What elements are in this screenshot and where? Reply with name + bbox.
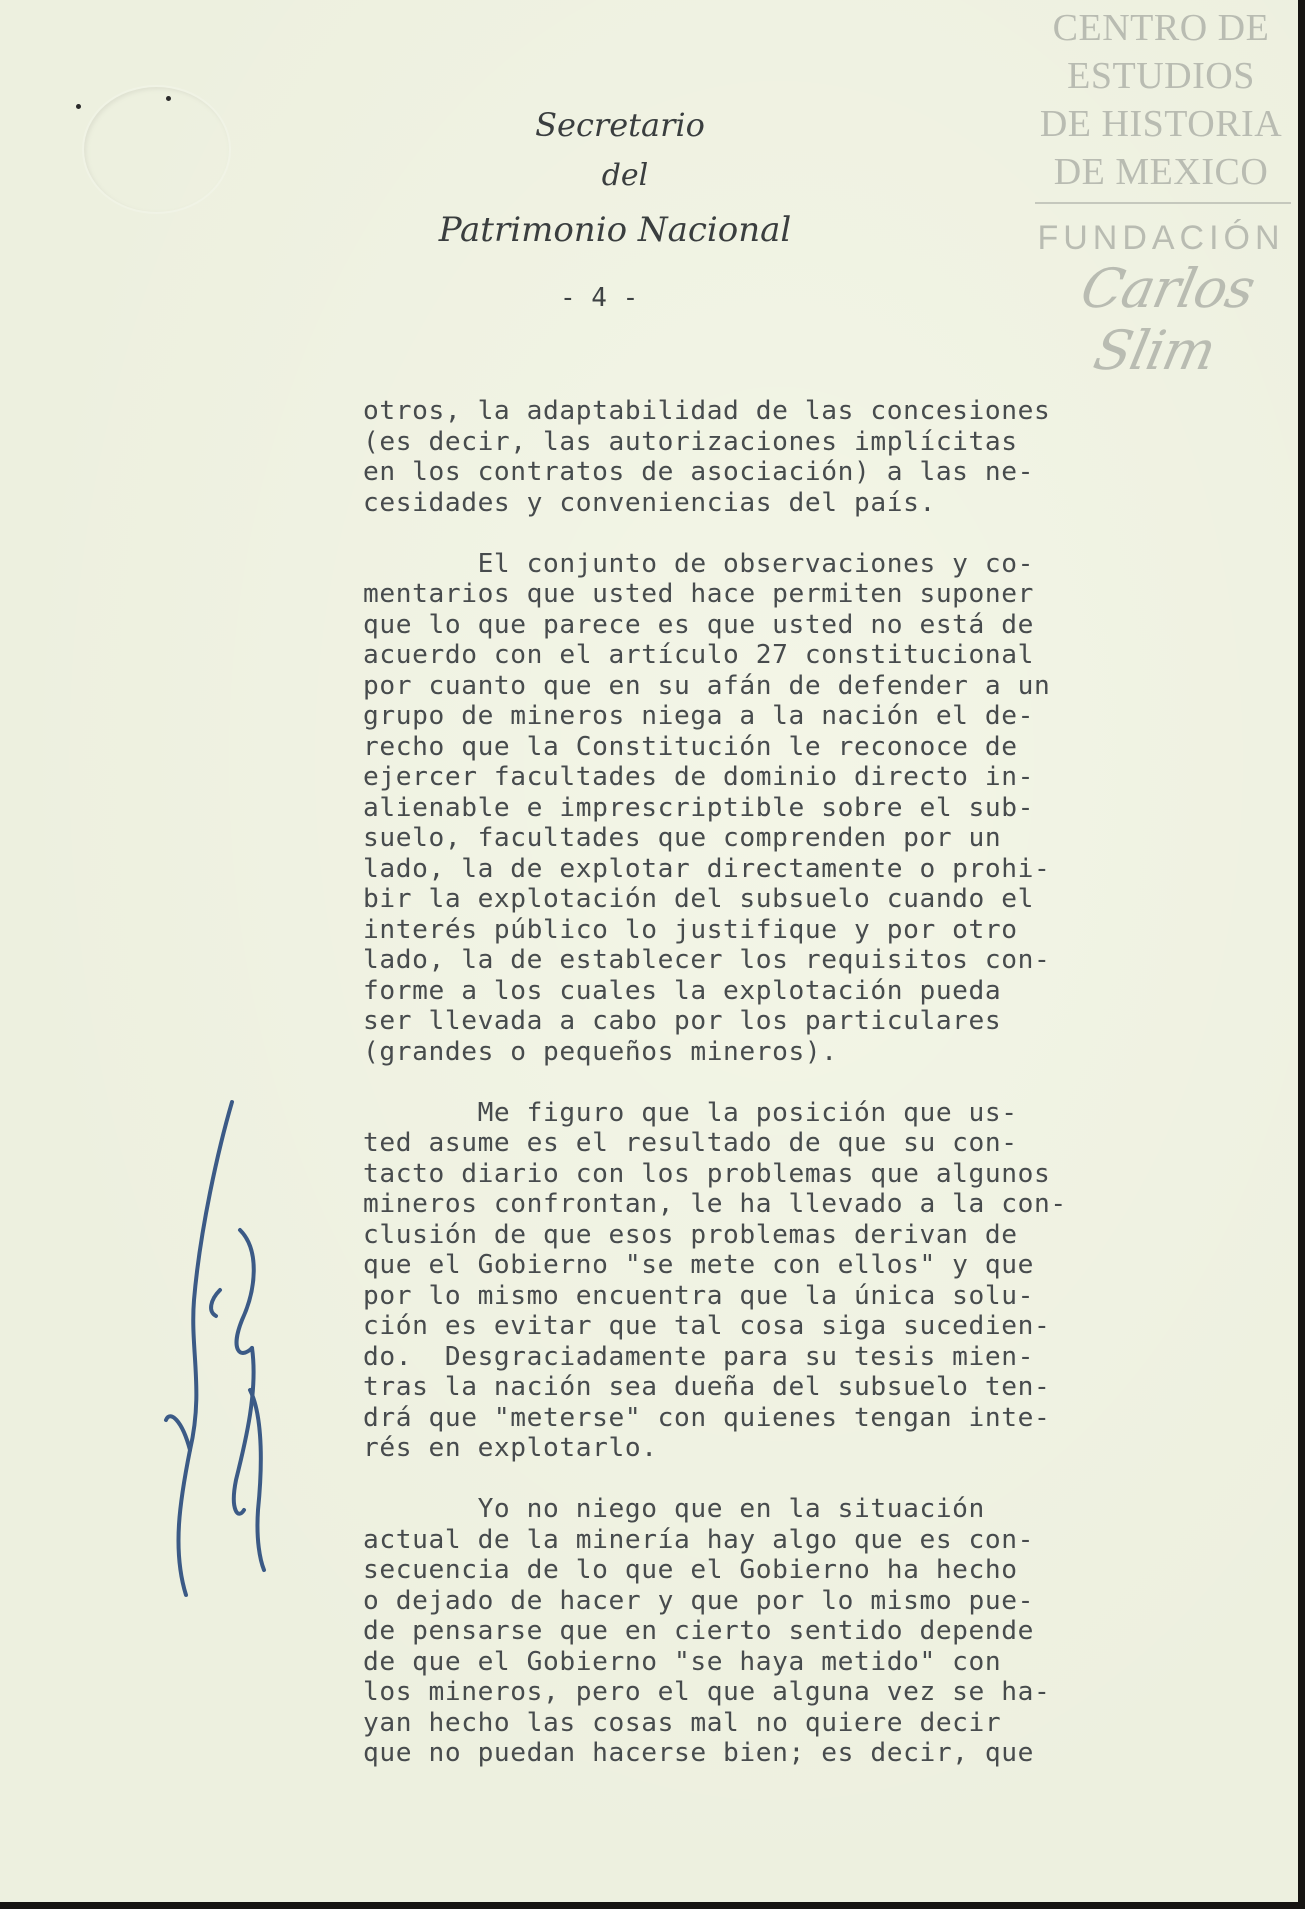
text-line: forme a los cuales la explotación pueda	[363, 975, 1002, 1006]
letterhead-line-2: del	[601, 158, 649, 193]
text-line: que no puedan hacerse bien; es decir, que	[363, 1738, 1035, 1768]
text-line: tras la nación sea dueña del subsuelo ten-	[363, 1372, 1051, 1402]
text-line: bir la explotación del subsuelo cuando el	[363, 884, 1035, 914]
page-number: - 4 -	[560, 283, 639, 313]
text-line: El conjunto de observaciones y co-	[363, 548, 1035, 579]
text-line: yan hecho las cosas mal no quiere decir	[363, 1707, 1002, 1738]
text-line: secuencia de lo que el Gobierno ha hecho	[363, 1555, 1018, 1585]
stamp-line-2: ESTUDIOS	[1067, 55, 1255, 97]
text-line: ser llevada a cabo por los particulares	[363, 1006, 1002, 1036]
paragraph	[363, 396, 1163, 518]
text-line: rés en explotarlo.	[363, 1433, 658, 1463]
text-line: Yo no niego que en la situación	[363, 1494, 985, 1524]
text-line: actual de la minería hay algo que es con-	[363, 1524, 1035, 1555]
text-line: tacto diario con los problemas que algunos	[363, 1158, 1051, 1189]
stamp-line-3: DE HISTORIA	[1039, 103, 1283, 145]
text-line: los mineros, pero el que alguna vez se ha-	[363, 1677, 1051, 1707]
text-line: acuerdo con el artículo 27 constitucional	[363, 640, 1035, 670]
dot-mark-icon	[76, 104, 81, 109]
scan-edge-right	[1298, 0, 1305, 1909]
text-line: por cuanto que en su afán de defender a un	[363, 670, 1051, 701]
text-line: recho que la Constitución le reconoce de	[363, 731, 1018, 762]
stamp-line-4: DE MEXICO	[1053, 151, 1269, 193]
text-line: por lo mismo encuentra que la única solu-	[363, 1280, 1035, 1311]
paragraph	[363, 1098, 1163, 1464]
text-line: ejercer facultades de dominio directo in-	[363, 762, 1035, 792]
handwritten-signature-icon	[160, 1090, 270, 1610]
text-line: que el Gobierno "se mete con ellos" y que	[363, 1250, 1035, 1280]
embossed-seal-icon	[82, 85, 231, 214]
text-line: (grandes o pequeños mineros).	[363, 1036, 838, 1067]
text-line: do. Desgraciadamente para su tesis mien-	[363, 1341, 1035, 1372]
text-line: cesidades y conveniencias del país.	[363, 487, 936, 518]
stamp-signature: Carlos Slim	[1075, 257, 1260, 382]
dot-mark-icon	[166, 96, 171, 101]
text-line: ción es evitar que tal cosa siga sucedien-	[363, 1311, 1051, 1341]
text-line: otros, la adaptabilidad de las concesiones	[363, 396, 1051, 426]
text-line: interés público lo justifique y por otro	[363, 914, 1018, 945]
text-line: suelo, facultades que comprenden por un	[363, 823, 1002, 853]
stamp-divider	[1035, 202, 1291, 204]
text-line: alienable e imprescriptible sobre el sub-	[363, 792, 1035, 823]
text-line: Me figuro que la posición que us-	[363, 1097, 1018, 1128]
stamp-line-1: CENTRO DE	[1052, 7, 1270, 49]
letter-body	[363, 396, 1163, 1799]
archive-stamp	[1031, 4, 1291, 382]
text-line: o dejado de hacer y que por lo mismo pue-	[363, 1585, 1035, 1616]
text-line: lado, la de explotar directamente o prohi-	[363, 853, 1051, 884]
text-line: mineros confrontan, le ha llevado a la con-	[363, 1189, 1067, 1219]
paragraph	[363, 549, 1163, 1068]
scan-edge-bottom	[0, 1902, 1305, 1909]
letterhead-line-1: Secretario	[535, 106, 705, 144]
text-line: que lo que parece es que usted no está de	[363, 609, 1035, 640]
text-line: grupo de mineros niega a la nación el de-	[363, 701, 1035, 731]
letterhead-line-3: Patrimonio Nacional	[438, 210, 792, 250]
text-line: lado, la de establecer los requisitos con-	[363, 945, 1051, 975]
text-line: de que el Gobierno "se haya metido" con	[363, 1646, 1002, 1677]
text-line: drá que "meterse" con quienes tengan inte-	[363, 1402, 1051, 1433]
paragraph	[363, 1494, 1163, 1769]
text-line: de pensarse que en cierto sentido depende	[363, 1616, 1035, 1646]
stamp-fundacion: FUNDACIÓN	[1037, 219, 1285, 257]
letterhead	[440, 100, 840, 258]
text-line: ted asume es el resultado de que su con-	[363, 1128, 1018, 1158]
text-line: (es decir, las autorizaciones implícitas	[363, 426, 1018, 457]
text-line: en los contratos de asociación) a las ne-	[363, 457, 1035, 487]
text-line: mentarios que usted hace permiten suponer	[363, 579, 1035, 609]
text-line: clusión de que esos problemas derivan de	[363, 1219, 1018, 1250]
